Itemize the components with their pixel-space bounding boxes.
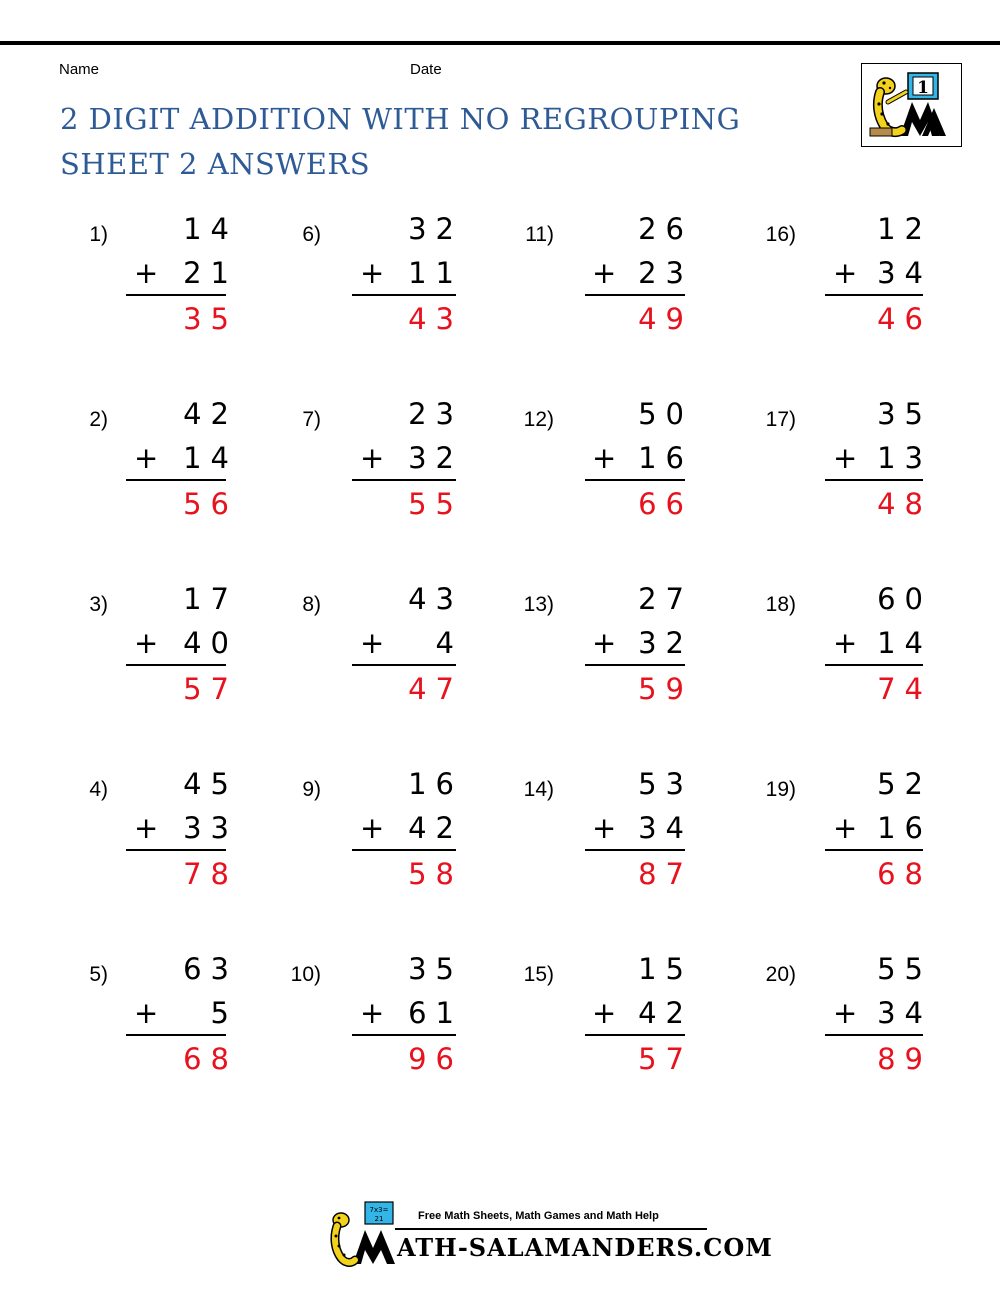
bottom-addend: 4	[435, 626, 463, 660]
sum-line	[126, 294, 226, 296]
sum-line	[352, 664, 456, 666]
sum-line	[825, 849, 923, 851]
plus-sign: +	[833, 256, 858, 290]
worksheet-title: 2 DIGIT ADDITION WITH NO REGROUPING	[60, 102, 741, 136]
addition-problem	[518, 580, 718, 730]
plus-sign: +	[592, 256, 617, 290]
problem-number: 7)	[302, 408, 321, 431]
addition-problem	[518, 210, 718, 360]
problem-number: 19)	[765, 778, 796, 801]
answer-sum: 59	[638, 672, 693, 706]
bottom-addend: 5	[210, 996, 238, 1030]
sum-line	[126, 479, 226, 481]
name-label: Name	[59, 61, 100, 78]
answer-sum: 58	[408, 857, 463, 891]
top-addend: 45	[183, 767, 238, 801]
top-addend: 35	[877, 397, 932, 431]
addition-problem	[518, 950, 718, 1100]
top-addend: 15	[638, 952, 693, 986]
plus-sign: +	[592, 996, 617, 1030]
svg-text:7x3=: 7x3=	[369, 1206, 389, 1214]
sum-line	[825, 479, 923, 481]
top-addend: 42	[183, 397, 238, 431]
sum-line	[126, 849, 226, 851]
bottom-addend: 14	[183, 441, 238, 475]
problem-number: 3)	[89, 593, 108, 616]
addition-problem	[285, 580, 485, 730]
top-addend: 60	[877, 582, 932, 616]
plus-sign: +	[360, 626, 385, 660]
problem-number: 14)	[523, 778, 554, 801]
footer-tagline: Free Math Sheets, Math Games and Math Help	[418, 1210, 659, 1222]
answer-sum: 47	[408, 672, 463, 706]
plus-sign: +	[592, 811, 617, 845]
top-addend: 52	[877, 767, 932, 801]
sum-line	[825, 1034, 923, 1036]
plus-sign: +	[360, 441, 385, 475]
top-addend: 14	[183, 212, 238, 246]
top-addend: 50	[638, 397, 693, 431]
addition-problem	[285, 395, 485, 545]
addition-problem	[760, 765, 960, 915]
answer-sum: 55	[408, 487, 463, 521]
answer-sum: 46	[877, 302, 932, 336]
answer-sum: 87	[638, 857, 693, 891]
sum-line	[585, 664, 685, 666]
top-addend: 27	[638, 582, 693, 616]
addition-problem	[285, 765, 485, 915]
sum-line	[585, 294, 685, 296]
answer-sum: 78	[183, 857, 238, 891]
problem-number: 9)	[302, 778, 321, 801]
problem-number: 8)	[302, 593, 321, 616]
top-addend: 17	[183, 582, 238, 616]
top-addend: 32	[408, 212, 463, 246]
top-addend: 43	[408, 582, 463, 616]
bottom-addend: 11	[408, 256, 463, 290]
answer-sum: 66	[638, 487, 693, 521]
answer-sum: 68	[183, 1042, 238, 1076]
problem-number: 2)	[89, 408, 108, 431]
bottom-addend: 34	[877, 256, 932, 290]
salamander-logo-icon	[862, 64, 961, 146]
footer	[325, 1200, 773, 1270]
sum-line	[126, 664, 226, 666]
problem-number: 10)	[290, 963, 321, 986]
problem-number: 12)	[523, 408, 554, 431]
bottom-addend: 32	[408, 441, 463, 475]
answer-sum: 57	[183, 672, 238, 706]
problem-number: 1)	[89, 223, 108, 246]
addition-problem	[60, 580, 260, 730]
addition-problem	[760, 210, 960, 360]
bottom-addend: 42	[638, 996, 693, 1030]
bottom-addend: 21	[183, 256, 238, 290]
salamander-footer-icon	[325, 1200, 405, 1270]
top-addend: 55	[877, 952, 932, 986]
addition-problem	[518, 395, 718, 545]
problem-number: 20)	[765, 963, 796, 986]
grade-number: 1	[917, 78, 929, 98]
grade-logo	[861, 63, 962, 147]
sum-line	[352, 849, 456, 851]
answer-sum: 96	[408, 1042, 463, 1076]
problem-number: 11)	[525, 223, 554, 246]
answer-sum: 56	[183, 487, 238, 521]
top-addend: 35	[408, 952, 463, 986]
plus-sign: +	[134, 256, 159, 290]
footer-rule	[395, 1228, 707, 1230]
svg-text:21: 21	[374, 1215, 384, 1223]
worksheet-subtitle: SHEET 2 ANSWERS	[60, 147, 371, 181]
sum-line	[126, 1034, 226, 1036]
addition-problem	[518, 765, 718, 915]
answer-sum: 43	[408, 302, 463, 336]
top-rule	[0, 41, 1000, 45]
bottom-addend: 34	[638, 811, 693, 845]
problem-number: 18)	[765, 593, 796, 616]
addition-problem	[285, 210, 485, 360]
problem-number: 16)	[765, 223, 796, 246]
top-addend: 53	[638, 767, 693, 801]
plus-sign: +	[833, 626, 858, 660]
bottom-addend: 40	[183, 626, 238, 660]
addition-problem	[760, 580, 960, 730]
plus-sign: +	[360, 996, 385, 1030]
top-addend: 16	[408, 767, 463, 801]
footer-site-name: ATH-SALAMANDERS.COM	[397, 1233, 773, 1262]
top-addend: 23	[408, 397, 463, 431]
addition-problem	[60, 210, 260, 360]
sum-line	[352, 294, 456, 296]
plus-sign: +	[134, 996, 159, 1030]
date-label: Date	[410, 61, 442, 78]
bottom-addend: 32	[638, 626, 693, 660]
answer-sum: 35	[183, 302, 238, 336]
addition-problem	[60, 765, 260, 915]
answer-sum: 57	[638, 1042, 693, 1076]
plus-sign: +	[360, 256, 385, 290]
sum-line	[352, 479, 456, 481]
top-addend: 63	[183, 952, 238, 986]
plus-sign: +	[592, 441, 617, 475]
problem-number: 15)	[523, 963, 554, 986]
bottom-addend: 13	[877, 441, 932, 475]
plus-sign: +	[833, 811, 858, 845]
sum-line	[825, 294, 923, 296]
bottom-addend: 14	[877, 626, 932, 660]
sum-line	[352, 1034, 456, 1036]
bottom-addend: 61	[408, 996, 463, 1030]
answer-sum: 74	[877, 672, 932, 706]
bottom-addend: 16	[877, 811, 932, 845]
problem-number: 13)	[523, 593, 554, 616]
sum-line	[585, 1034, 685, 1036]
sum-line	[585, 849, 685, 851]
bottom-addend: 16	[638, 441, 693, 475]
addition-problem	[285, 950, 485, 1100]
plus-sign: +	[360, 811, 385, 845]
plus-sign: +	[833, 441, 858, 475]
problem-number: 4)	[89, 778, 108, 801]
problem-number: 5)	[89, 963, 108, 986]
problem-number: 17)	[765, 408, 796, 431]
top-addend: 12	[877, 212, 932, 246]
sum-line	[825, 664, 923, 666]
plus-sign: +	[833, 996, 858, 1030]
problem-number: 6)	[302, 223, 321, 246]
addition-problem	[760, 950, 960, 1100]
plus-sign: +	[134, 441, 159, 475]
answer-sum: 68	[877, 857, 932, 891]
answer-sum: 49	[638, 302, 693, 336]
bottom-addend: 34	[877, 996, 932, 1030]
addition-problem	[760, 395, 960, 545]
answer-sum: 48	[877, 487, 932, 521]
plus-sign: +	[134, 626, 159, 660]
bottom-addend: 23	[638, 256, 693, 290]
bottom-addend: 33	[183, 811, 238, 845]
plus-sign: +	[134, 811, 159, 845]
addition-problem	[60, 950, 260, 1100]
addition-problem	[60, 395, 260, 545]
answer-sum: 89	[877, 1042, 932, 1076]
sum-line	[585, 479, 685, 481]
plus-sign: +	[592, 626, 617, 660]
bottom-addend: 42	[408, 811, 463, 845]
top-addend: 26	[638, 212, 693, 246]
